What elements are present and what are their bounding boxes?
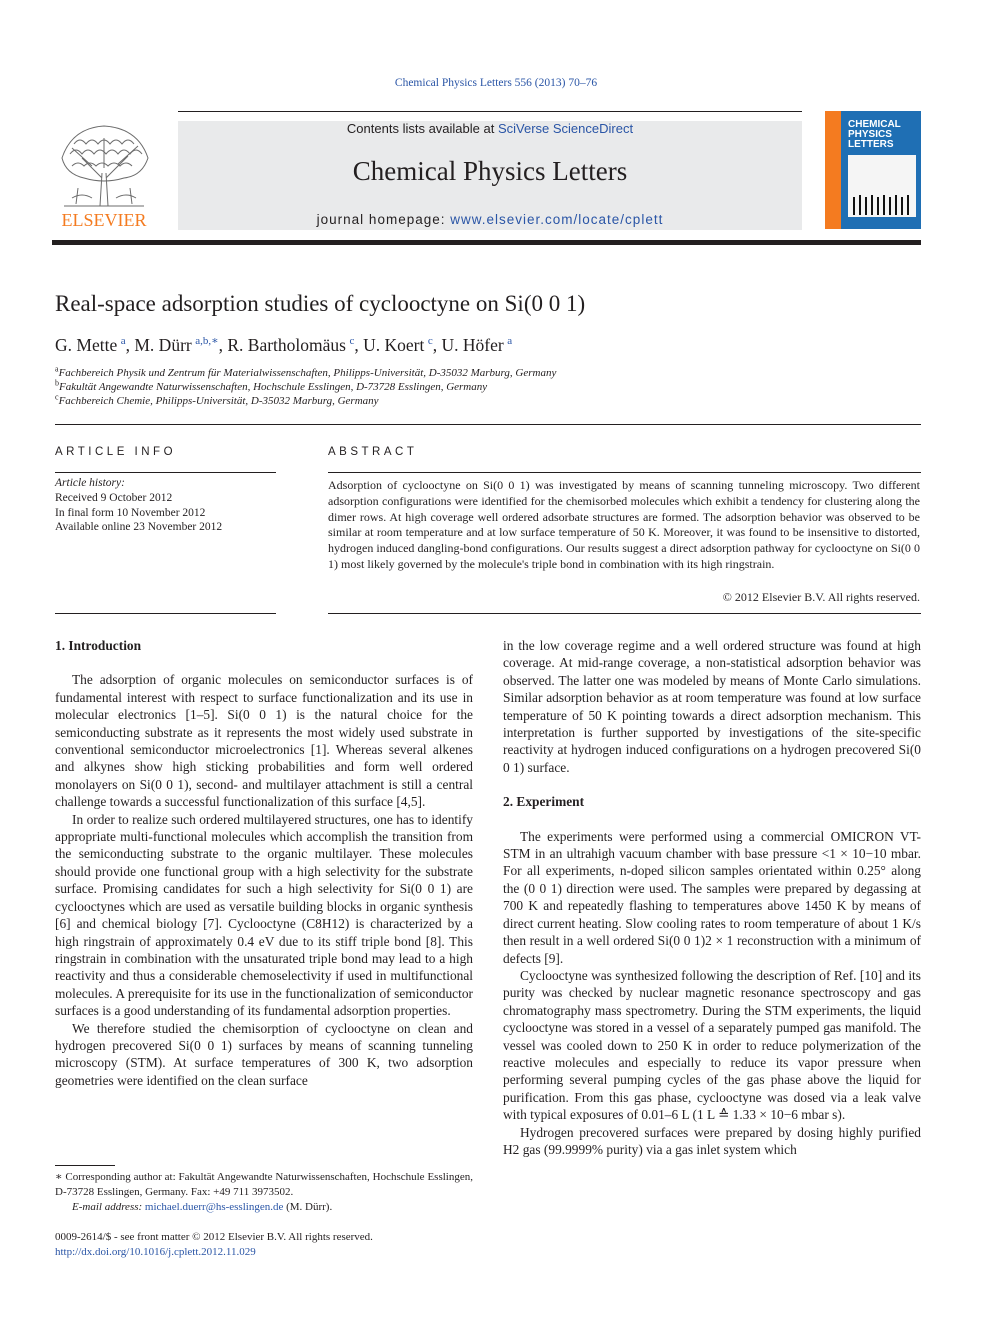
issn-line: 0009-2614/$ - see front matter © 2012 Elsevier B.V. All rights reserved.: [55, 1231, 373, 1243]
author-affiliation-mark[interactable]: c: [427, 335, 433, 348]
intro-paragraph: We therefore studied the chemisorption of cyclooctyne on clean and hydrogen precovered Si(0 0 1) surfaces by means of scanning tunneling microscopy (STM). At surface temperatures of 300 K, two adsorption geometries were identified on the clean surface: [55, 1020, 473, 1088]
elsevier-wordmark: ELSEVIER: [61, 210, 147, 230]
abstract-text: Adsorption of cyclooctyne on Si(0 0 1) was investigated by means of scanning tunneling microscopy. Two different adsorption configurations were identified for the chemisorbed molecules which exhibit a tendency for clustering along the dimer rows. At high coverage well ordered adsorbate structures are formed. The adsorption behavior was observed to be similar at room temperature and at low surface temperature of 50 K. Moreover, it was found to be insensitive to distorted, hydrogen induced dangling-bond configurations. Our results suggest a direct adsorption pathway for cyclooctyne on Si(0 0 1) most likely governed by the molecule's triple bond in combination with its high ringstrain.: [328, 478, 920, 571]
author: M. Dürr: [134, 335, 192, 355]
abstract-heading: ABSTRACT: [328, 446, 418, 458]
author: R. Bartholomäus: [227, 335, 346, 355]
intro-paragraph-continued: in the low coverage regime and a well ordered structure was found at high coverage. At mid-range coverage, a non-statistical adsorption behavior was observed. The latter one was modeled by means of Monte Carlo simulations. Similar adsorption behavior as at room temperature was found at low surface temperature of 50 K pointing towards a direct adsorption mechanism. This interpretation is further supported by investigations of the site-specific reactivity at hydrogen induced configurations on a hydrogen precovered Si(0 0 1) surface.: [503, 638, 921, 775]
online-date: Available online 23 November 2012: [55, 521, 223, 533]
doi-link[interactable]: http://dx.doi.org/10.1016/j.cplett.2012.11.029: [55, 1246, 256, 1258]
experiment-paragraph: The experiments were performed using a commercial OMICRON VT-STM in an ultrahigh vacuum chamber with base pressure <1 × 10−10 mbar. For all experiments, n-doped silicon samples orientated within 0.25° along the (0 0 1) direction were used. The samples were prepared by degassing at 700 K and repeatedly flashing to temperatures above 1450 K by means of direct current heating. Slow cooling rates to room temperature of about 1 K/s then result in a well ordered Si(0 0 1)2 × 1 reconstruction with a minimum of defects [9].: [503, 828, 921, 966]
article-info-heading: ARTICLE INFO: [55, 446, 177, 458]
sciencedirect-link[interactable]: SciVerse ScienceDirect: [497, 121, 634, 136]
introduction-heading: 1. Introduction: [55, 638, 142, 653]
author: U. Koert: [363, 335, 425, 355]
author-affiliation-mark[interactable]: c: [349, 335, 355, 348]
experiment-heading: 2. Experiment: [503, 794, 585, 810]
header-thick-rule: [52, 240, 921, 245]
author-affiliation-mark[interactable]: a: [507, 335, 513, 348]
section-rule: [55, 424, 921, 425]
received-date: Received 9 October 2012: [55, 492, 173, 504]
journal-cover-thumbnail[interactable]: [825, 111, 921, 229]
cover-title: CHEMICAL PHYSICS LETTERS: [848, 119, 901, 150]
elsevier-logo: [52, 118, 156, 230]
article-info-bottom-rule: [55, 613, 276, 614]
journal-citation[interactable]: Chemical Physics Letters 556 (2013) 70–76: [394, 77, 598, 89]
homepage-link[interactable]: www.elsevier.com/locate/cplett: [450, 212, 664, 227]
affiliation: $^b$Fakultät Angewandte Naturwissenschaften, Hochschule Esslingen, D-73728 Esslingen, Germany: [55, 378, 488, 393]
email-note: E-mail address: michael.duerr@hs-esslingen.de (M. Dürr).: [72, 1201, 333, 1213]
left-column: [55, 637, 473, 1089]
contents-line: Contents lists available at SciVerse ScienceDirect: [346, 121, 634, 136]
affiliation: $^a$Fachbereich Physik und Zentrum für Materialwissenschaften, Philipps-Universität, D-35032 Marburg, Germany: [55, 364, 557, 379]
email-link[interactable]: michael.duerr@hs-esslingen.de: [144, 1201, 284, 1213]
author: G. Mette: [55, 335, 118, 355]
intro-paragraph: In order to realize such ordered multilayered structures, one has to identify appropriate multi-functional molecules which accomplish the transition from the semiconducting substrate to the organic multilayer. These molecules should provide one functional group with a high selectivity for the substrate surface. Promising candidates for such a high selectivity for Si(0 0 1) are cyclooctynes which are used as versatile building blocks in organic synthesis [6] and chemical biology [7]. Cyclooctyne (C8H12) is characterized by a high ringstrain of approximately 0.4 eV due to its stiff triple bond [8]. This ringstrain in combination with the unsaturated triple bond may lead to a high reactivity and thus a considerable chemoselectivity if used in multifunctional molecules. A prerequisite for its use in the functionalization of semiconductor surfaces is a good understanding of its fundamental adsorption properties.: [55, 811, 473, 1019]
author: U. Höfer: [441, 335, 504, 355]
journal-homepage: journal homepage: www.elsevier.com/locate/cplett: [316, 212, 664, 227]
footnote-rule: [55, 1165, 115, 1166]
abstract-rule: [328, 472, 921, 473]
doi-line[interactable]: [55, 1245, 256, 1260]
experiment-paragraph: Hydrogen precovered surfaces were prepared by dosing highly purified H2 gas (99.9999% purity) via a gas inlet system which: [503, 1124, 921, 1157]
corresponding-author-note: ∗ Corresponding author at: Fakultät Angewandte Naturwissenschaften, Hochschule Esslingen, D-73728 Esslingen, Germany. Fax: +49 711 3973502.: [55, 1171, 473, 1198]
affiliation: $^c$Fachbereich Chemie, Philipps-Universität, D-35032 Marburg, Germany: [55, 392, 379, 407]
author-affiliation-mark[interactable]: a,b,∗: [195, 335, 219, 348]
author-list: G. Mette $^a$, M. Dürr $^{a,b,∗}$, R. Bartholomäus $^c$, U. Koert $^c$, U. Höfer $^a$: [55, 335, 513, 355]
journal-name: Chemical Physics Letters: [352, 156, 628, 186]
abstract-copyright: © 2012 Elsevier B.V. All rights reserved.: [722, 590, 920, 604]
abstract-bottom-rule: [328, 613, 921, 614]
intro-paragraph: The adsorption of organic molecules on semiconductor surfaces is of fundamental interest with respect to surface functionalization and its use in molecular electronics [1–5]. Si(0 0 1) is the natural choice for the semiconducting substrate as it represents the most widely used substrate in conventional semiconductor microelectronics [1]. Whereas several alkenes and alkynes show high sticking probabilities and form well ordered monolayers on Si(0 0 1), second- and multilayer attachment is still a central challenge towards a successful functionalization of this surface [4,5].: [55, 672, 473, 810]
history-label: Article history:: [55, 477, 125, 489]
author-affiliation-mark[interactable]: a: [120, 335, 126, 348]
article-title: Real-space adsorption studies of cyclooctyne on Si(0 0 1): [55, 291, 586, 316]
article-info-rule: [55, 472, 276, 473]
header-top-rule: [178, 111, 802, 112]
right-column: [503, 637, 921, 1158]
experiment-paragraph: Cyclooctyne was synthesized following the description of Ref. [10] and its purity was checked by nuclear magnetic resonance spectroscopy and gas chromatography mass spectrometry. During the STM experiments, the liquid cyclooctyne was stored in a vessel of a separately pumped gas manifold. The vessel was cooled down to 250 K in order to reduce polymerization of the reactive molecules and especially to reduce its vapor pressure when performing several pumping cycles of the gas phase above the liquid for purification. From this gas phase, cyclooctyne was dosed via a leak valve with typical exposures of 0.01–6 L (1 L ≙ 1.33 × 10−6 mbar s).: [503, 967, 921, 1123]
final-form-date: In final form 10 November 2012: [55, 507, 206, 519]
